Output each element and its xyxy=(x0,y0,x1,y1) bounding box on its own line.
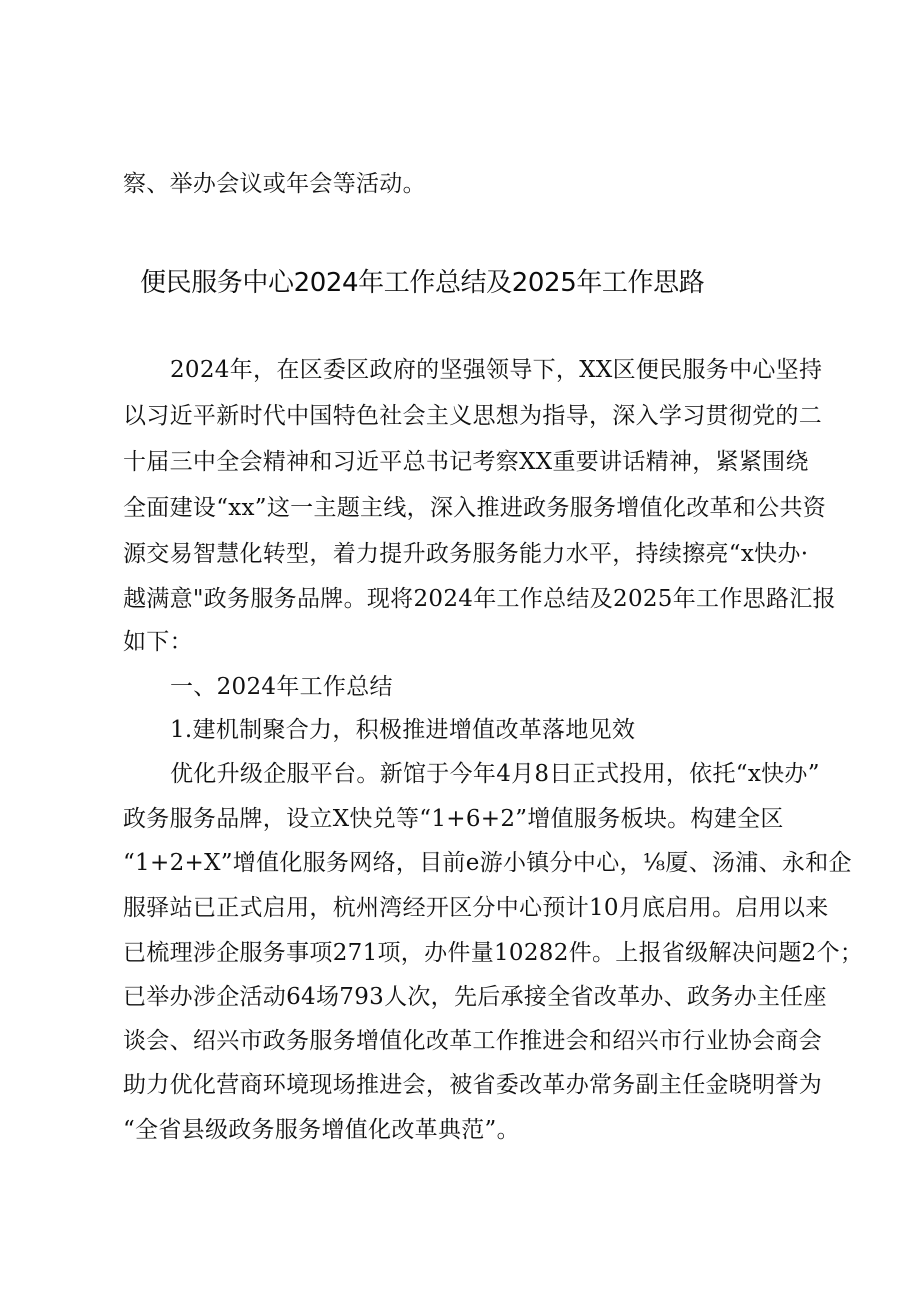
text-line: 源交易智慧化转型，着力提升政务服务能力水平，持续擦亮“x快办· xyxy=(123,541,809,567)
text-line: 政务服务品牌，设立X快兑等“1+6+2”增值服务板块。构建全区 xyxy=(123,806,784,832)
text-line: 如下： xyxy=(123,629,193,655)
text-line: 2024年，在区委区政府的坚强领导下，XX区便民服务中心坚持 xyxy=(170,357,823,383)
text-line: “1+2+X”增值化服务网络，目前e游小镇分中心，⅛厦、汤浦、永和企 xyxy=(123,850,852,876)
previous-page-tail: 察、举办会议或年会等活动。 xyxy=(123,171,426,197)
subsection-heading: 1.建机制聚合力，积极推进增值改革落地见效 xyxy=(170,717,636,743)
text-line: 越满意"政务服务品牌。现将2024年工作总结及2025年工作思路汇报 xyxy=(123,586,836,612)
text-line: 十届三中全会精神和习近平总书记考察XX重要讲话精神，紧紧围绕 xyxy=(123,449,809,475)
text-line: 服驿站已正式启用，杭州湾经开区分中心预计10月底启用。启用以来 xyxy=(123,895,829,921)
text-line: 已举办涉企活动64场793人次，先后承接全省改革办、政务办主任座 xyxy=(123,984,827,1010)
text-line: “全省县级政务服务增值化改革典范”。 xyxy=(123,1117,520,1143)
text-line: 已梳理涉企服务事项271项，办件量10282件。上报省级解决问题2个； xyxy=(123,940,864,966)
text-line: 谈会、绍兴市政务服务增值化改革工作推进会和绍兴市行业协会商会 xyxy=(123,1028,822,1054)
text-line: 优化升级企服平台。新馆于今年4月8日正式投用，依托“x快办” xyxy=(170,761,820,787)
text-line: 全面建设“xx”这一主题主线，深入推进政务服务增值化改革和公共资 xyxy=(123,495,827,521)
text-line: 助力优化营商环境现场推进会，被省委改革办常务副主任金晓明誉为 xyxy=(123,1072,822,1098)
section-heading: 一、2024年工作总结 xyxy=(170,674,393,700)
text-line: 以习近平新时代中国特色社会主义思想为指导，深入学习贯彻党的二 xyxy=(123,403,822,429)
document-title: 便民服务中心2024年工作总结及2025年工作思路 xyxy=(140,268,705,298)
